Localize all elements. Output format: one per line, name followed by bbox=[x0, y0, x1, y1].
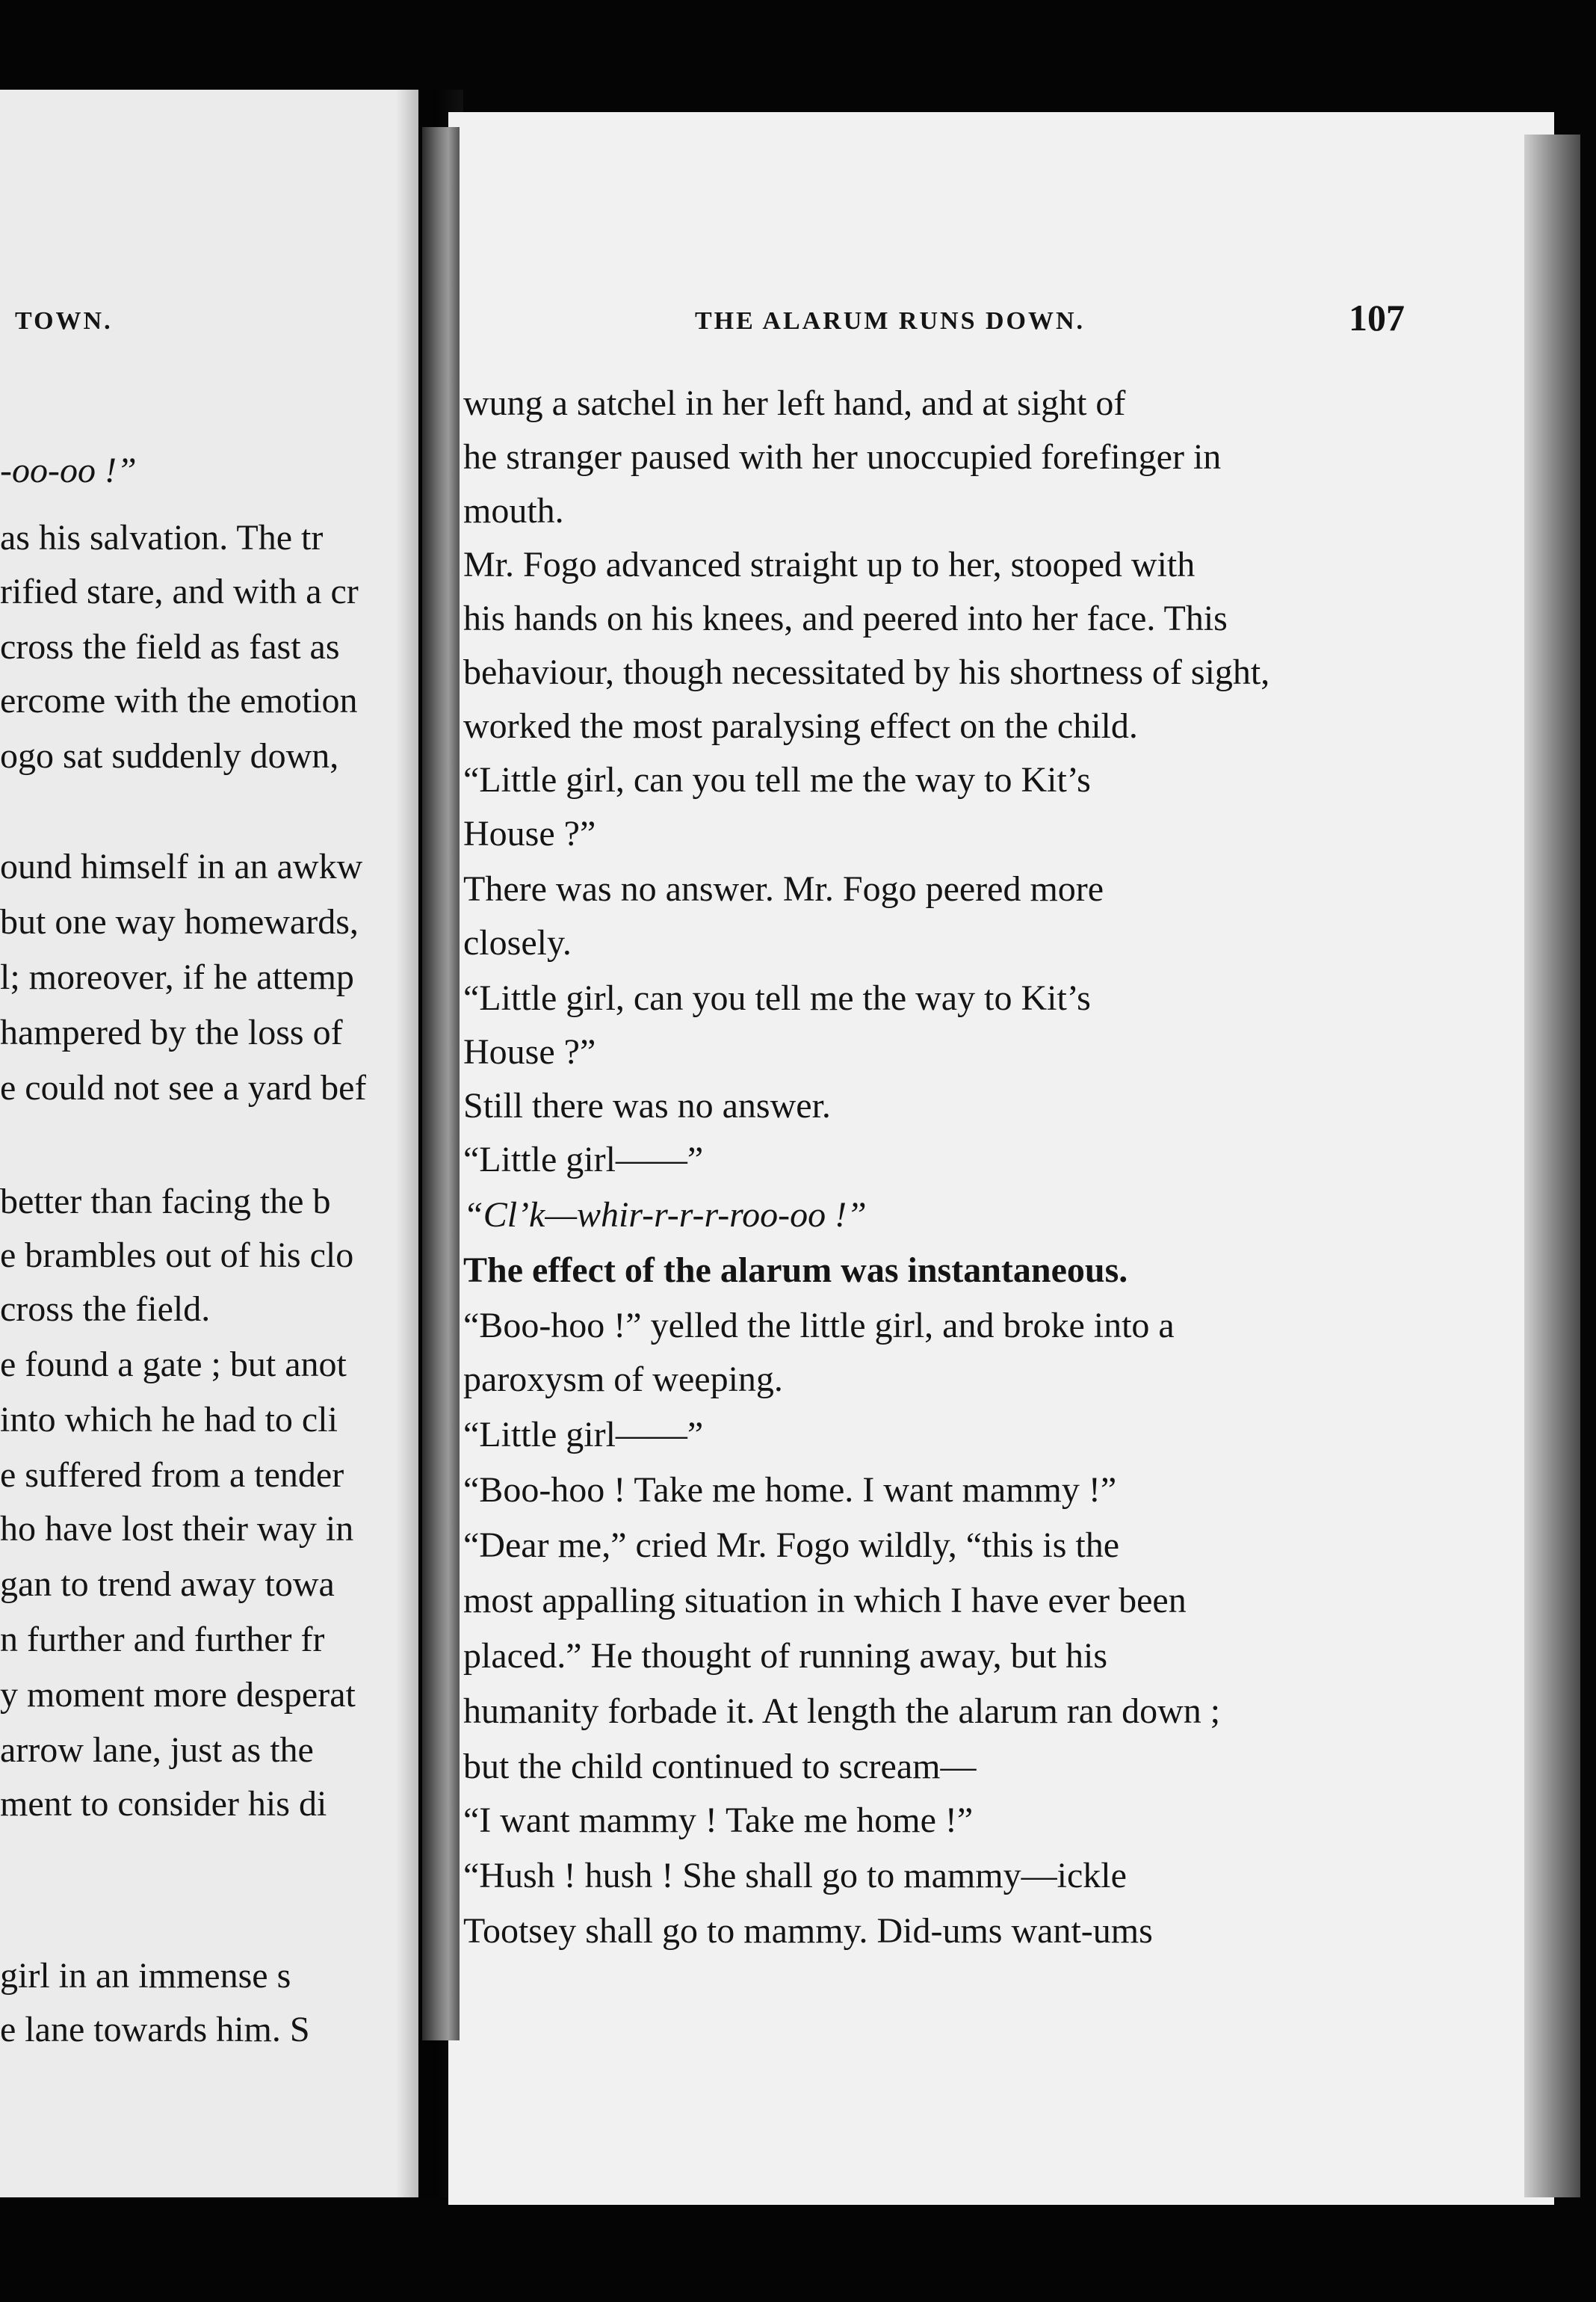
left-line: arrow lane, just as the bbox=[0, 1730, 314, 1770]
left-line: cross the field as fast as bbox=[0, 627, 340, 667]
text-line: House ?” bbox=[463, 814, 596, 854]
left-line: -oo-oo !” bbox=[0, 451, 137, 490]
left-line: e could not see a yard bef bbox=[0, 1068, 367, 1108]
text-line: “Little girl, can you tell me the way to Kit’s bbox=[463, 760, 1091, 800]
page-edge bbox=[1524, 135, 1580, 2197]
left-line: hampered by the loss of bbox=[0, 1013, 343, 1052]
text-line: There was no answer. Mr. Fogo peered more bbox=[463, 869, 1104, 909]
text-line: House ?” bbox=[463, 1032, 596, 1072]
left-line: ercome with the emotion bbox=[0, 681, 358, 720]
left-line: better than facing the b bbox=[0, 1182, 331, 1221]
left-line: l; moreover, if he attemp bbox=[0, 957, 354, 997]
text-line: “Dear me,” cried Mr. Fogo wildly, “this is the bbox=[463, 1525, 1120, 1565]
text-line: worked the most paralysing effect on the child. bbox=[463, 706, 1138, 746]
text-line: behaviour, though necessitated by his shortness of sight, bbox=[463, 652, 1270, 692]
left-line: y moment more desperat bbox=[0, 1675, 356, 1715]
left-line: as his salvation. The tr bbox=[0, 518, 324, 558]
text-line: “Boo-hoo !” yelled the little girl, and broke into a bbox=[463, 1306, 1175, 1345]
book-gutter bbox=[422, 127, 460, 2040]
text-line: “Little girl——” bbox=[463, 1415, 704, 1454]
left-line: ment to consider his di bbox=[0, 1784, 327, 1824]
right-page bbox=[448, 112, 1554, 2205]
left-line: ound himself in an awkw bbox=[0, 847, 363, 886]
text-line: humanity forbade it. At length the alarum ran down ; bbox=[463, 1691, 1221, 1731]
left-line: but one way homewards, bbox=[0, 902, 359, 942]
left-line: rified stare, and with a cr bbox=[0, 572, 359, 611]
text-line: “Little girl——” bbox=[463, 1140, 704, 1179]
left-line: ho have lost their way in bbox=[0, 1509, 354, 1549]
left-line: ogo sat suddenly down, bbox=[0, 736, 339, 776]
text-line: most appalling situation in which I have ever been bbox=[463, 1581, 1187, 1620]
left-line: e suffered from a tender bbox=[0, 1455, 344, 1495]
text-line: he stranger paused with her unoccupied forefinger in bbox=[463, 437, 1222, 477]
left-line: n further and further fr bbox=[0, 1620, 325, 1659]
text-line: paroxysm of weeping. bbox=[463, 1360, 783, 1399]
left-line: e lane towards him. S bbox=[0, 2010, 310, 2049]
running-head: THE ALARUM RUNS DOWN. bbox=[695, 307, 1086, 335]
left-line: cross the field. bbox=[0, 1289, 211, 1329]
text-line: “Boo-hoo ! Take me home. I want mammy !” bbox=[463, 1470, 1117, 1510]
text-line: closely. bbox=[463, 923, 572, 963]
left-line: girl in an immense s bbox=[0, 1956, 291, 1996]
left-line: e brambles out of his clo bbox=[0, 1235, 354, 1275]
text-line: his hands on his knees, and peered into her face. This bbox=[463, 599, 1228, 638]
left-page bbox=[0, 90, 418, 2197]
text-line: Still there was no answer. bbox=[463, 1086, 831, 1126]
text-line: “I want mammy ! Take me home !” bbox=[463, 1800, 974, 1840]
alarum-line: “Cl’k—whir-r-r-r-roo-oo !” bbox=[463, 1195, 867, 1235]
text-line: wung a satchel in her left hand, and at sight of bbox=[463, 383, 1126, 423]
text-line: “Hush ! hush ! She shall go to mammy—ickle bbox=[463, 1856, 1127, 1895]
text-line: placed.” He thought of running away, but his bbox=[463, 1636, 1108, 1676]
left-line: gan to trend away towa bbox=[0, 1564, 335, 1604]
left-line: into which he had to cli bbox=[0, 1400, 338, 1439]
text-line: but the child continued to scream— bbox=[463, 1747, 977, 1786]
left-running-head: TOWN. bbox=[15, 307, 113, 335]
page-number: 107 bbox=[1349, 297, 1405, 339]
left-line: e found a gate ; but anot bbox=[0, 1345, 347, 1384]
text-line: Mr. Fogo advanced straight up to her, stooped with bbox=[463, 545, 1196, 584]
text-line: “Little girl, can you tell me the way to Kit’s bbox=[463, 978, 1091, 1018]
text-line: The effect of the alarum was instantaneous. bbox=[463, 1250, 1128, 1290]
text-line: mouth. bbox=[463, 491, 564, 531]
text-line: Tootsey shall go to mammy. Did-ums want-ums bbox=[463, 1911, 1153, 1951]
